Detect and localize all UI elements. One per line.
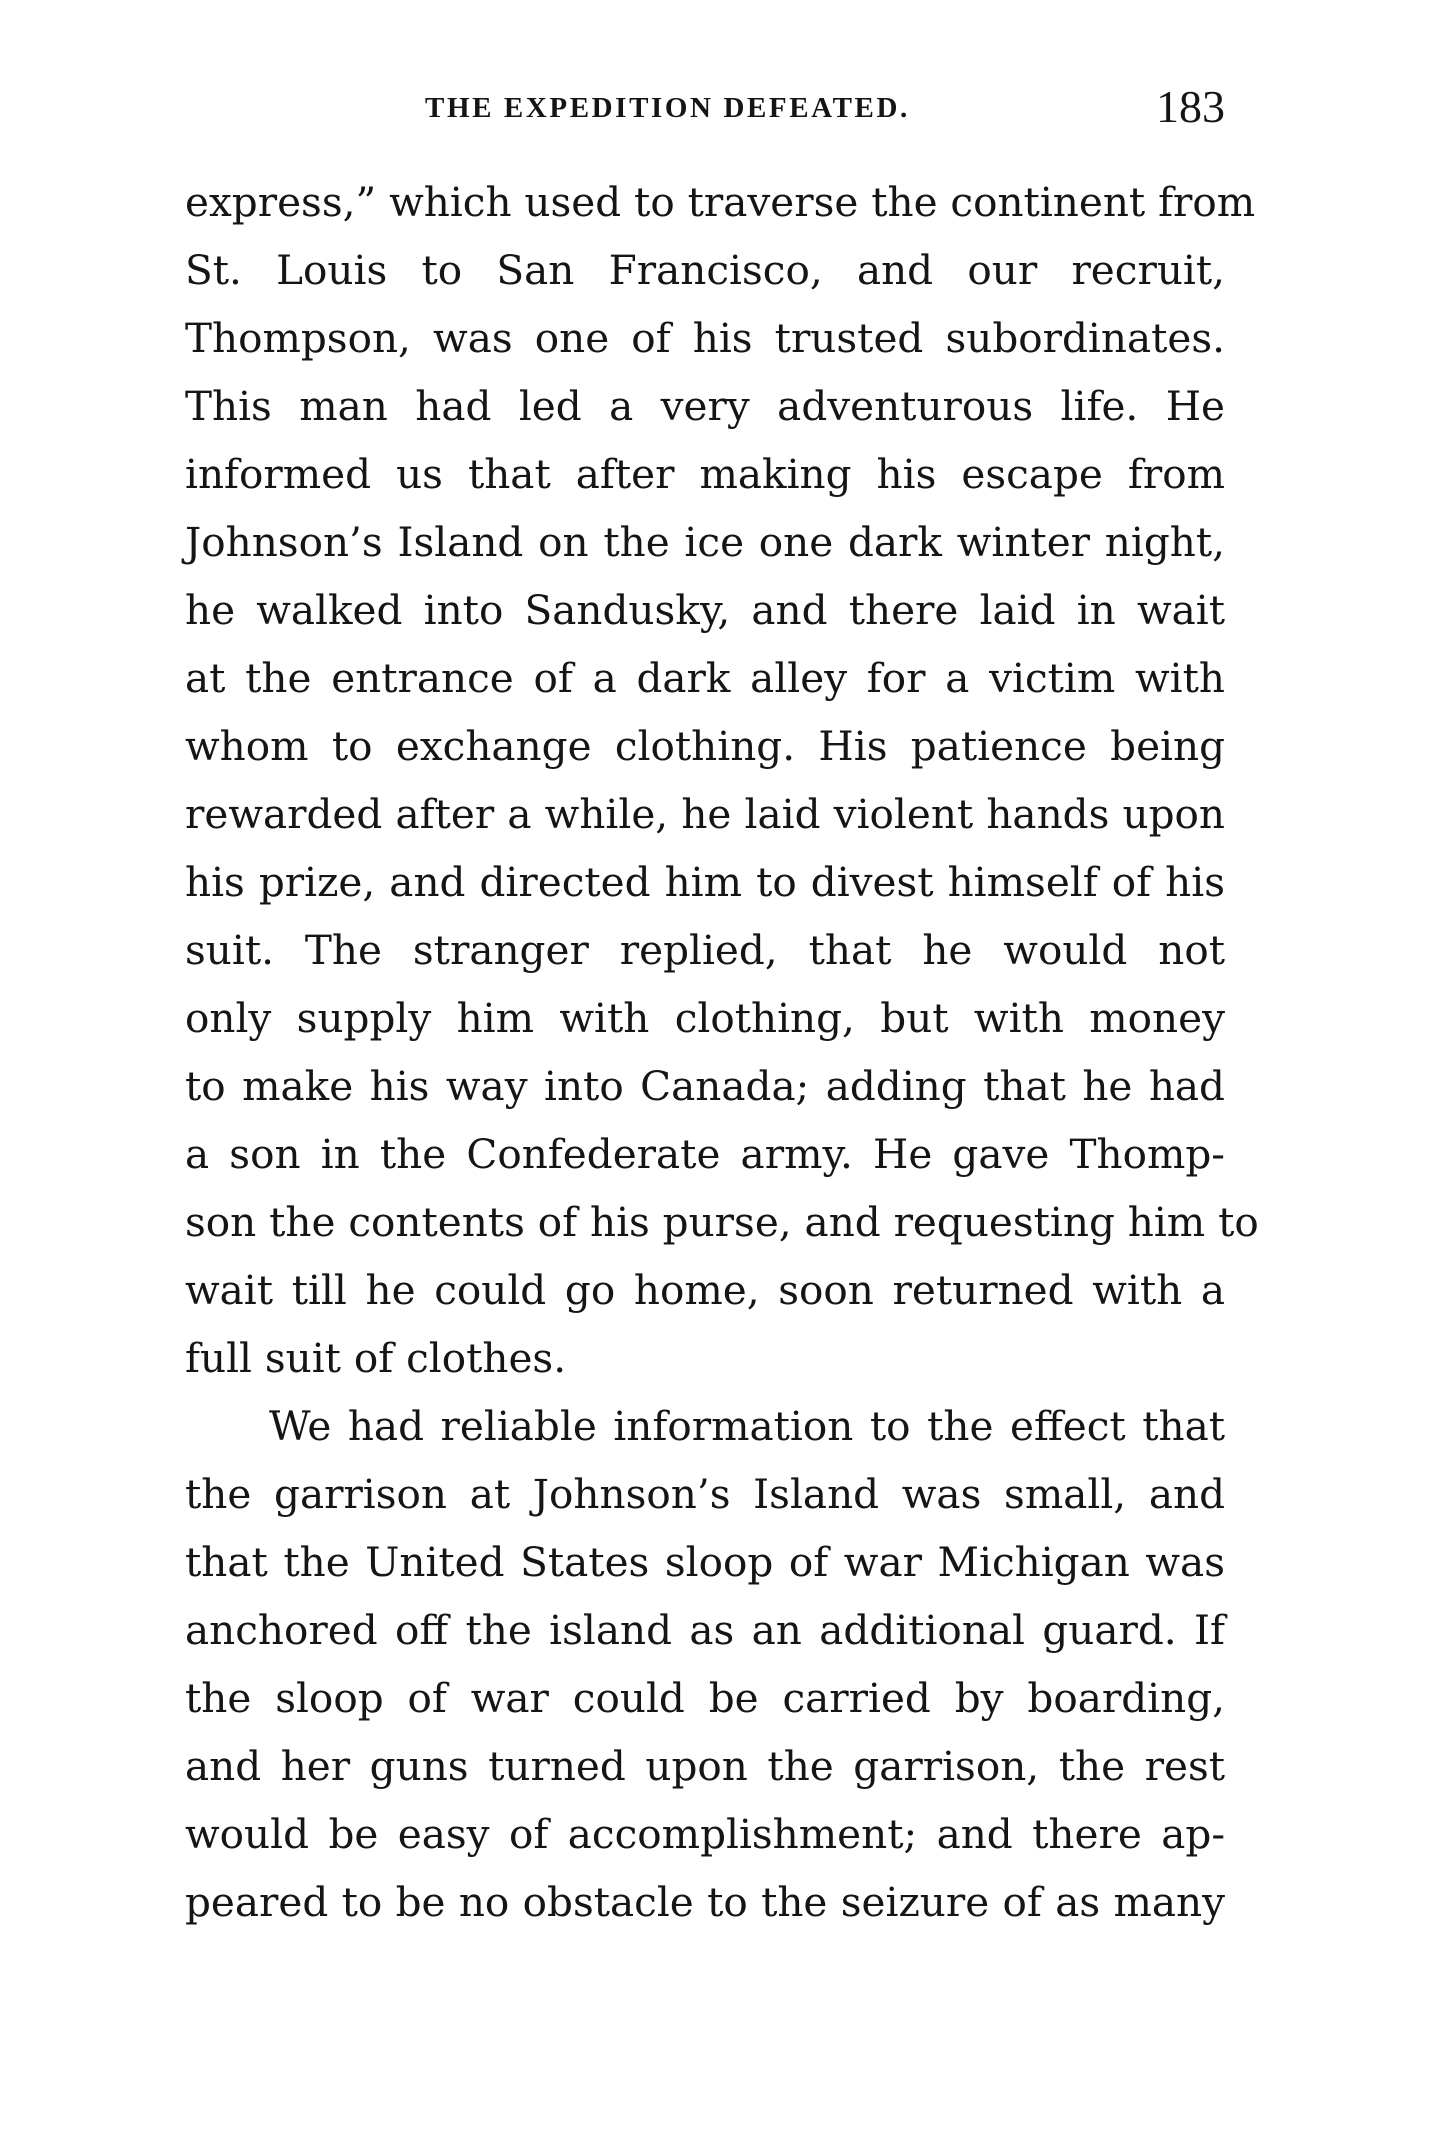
text-line: a son in the Confederate army. He gave Thomp- (185, 1130, 1225, 1178)
running-title: THE EXPEDITION DEFEATED. (425, 92, 910, 124)
text-line: anchored off the island as an additional guard. If (185, 1606, 1225, 1654)
text-line: Thompson, was one of his trusted subordinates. (185, 314, 1225, 362)
body-text (185, 168, 1259, 1936)
text-line: the sloop of war could be carried by boarding, (185, 1674, 1225, 1722)
running-head (185, 80, 1225, 140)
text-line: his prize, and directed him to divest himself of his (185, 858, 1225, 906)
page-number: 183 (1156, 81, 1225, 132)
text-line: whom to exchange clothing. His patience being (185, 722, 1225, 770)
text-line: rewarded after a while, he laid violent hands upon (185, 790, 1225, 838)
text-line: only supply him with clothing, but with money (185, 994, 1225, 1042)
text-line: informed us that after making his escape from (185, 450, 1225, 498)
text-line: would be easy of accomplishment; and there ap- (185, 1810, 1225, 1858)
text-line: that the United States sloop of war Michigan was (185, 1538, 1225, 1586)
text-line: to make his way into Canada; adding that he had (185, 1062, 1225, 1110)
text-line: wait till he could go home, soon returned with a (185, 1266, 1225, 1314)
text-line: and her guns turned upon the garrison, the rest (185, 1742, 1225, 1790)
text-line: We had reliable information to the effect that (269, 1402, 1225, 1450)
text-line: he walked into Sandusky, and there laid in wait (185, 586, 1225, 634)
text-line: son the contents of his purse, and requesting him to (185, 1198, 1259, 1246)
text-line: at the entrance of a dark alley for a victim with (185, 654, 1225, 702)
text-line: express,” which used to traverse the continent from (185, 178, 1256, 226)
text-line: This man had led a very adventurous life. He (185, 382, 1225, 430)
text-line: St. Louis to San Francisco, and our recruit, (185, 246, 1225, 294)
text-line: the garrison at Johnson’s Island was small, and (185, 1470, 1225, 1518)
text-line: peared to be no obstacle to the seizure of as many (185, 1878, 1225, 1926)
text-line: suit. The stranger replied, that he would not (185, 926, 1225, 974)
text-line: Johnson’s Island on the ice one dark winter night, (185, 518, 1225, 566)
text-line: full suit of clothes. (185, 1334, 567, 1382)
